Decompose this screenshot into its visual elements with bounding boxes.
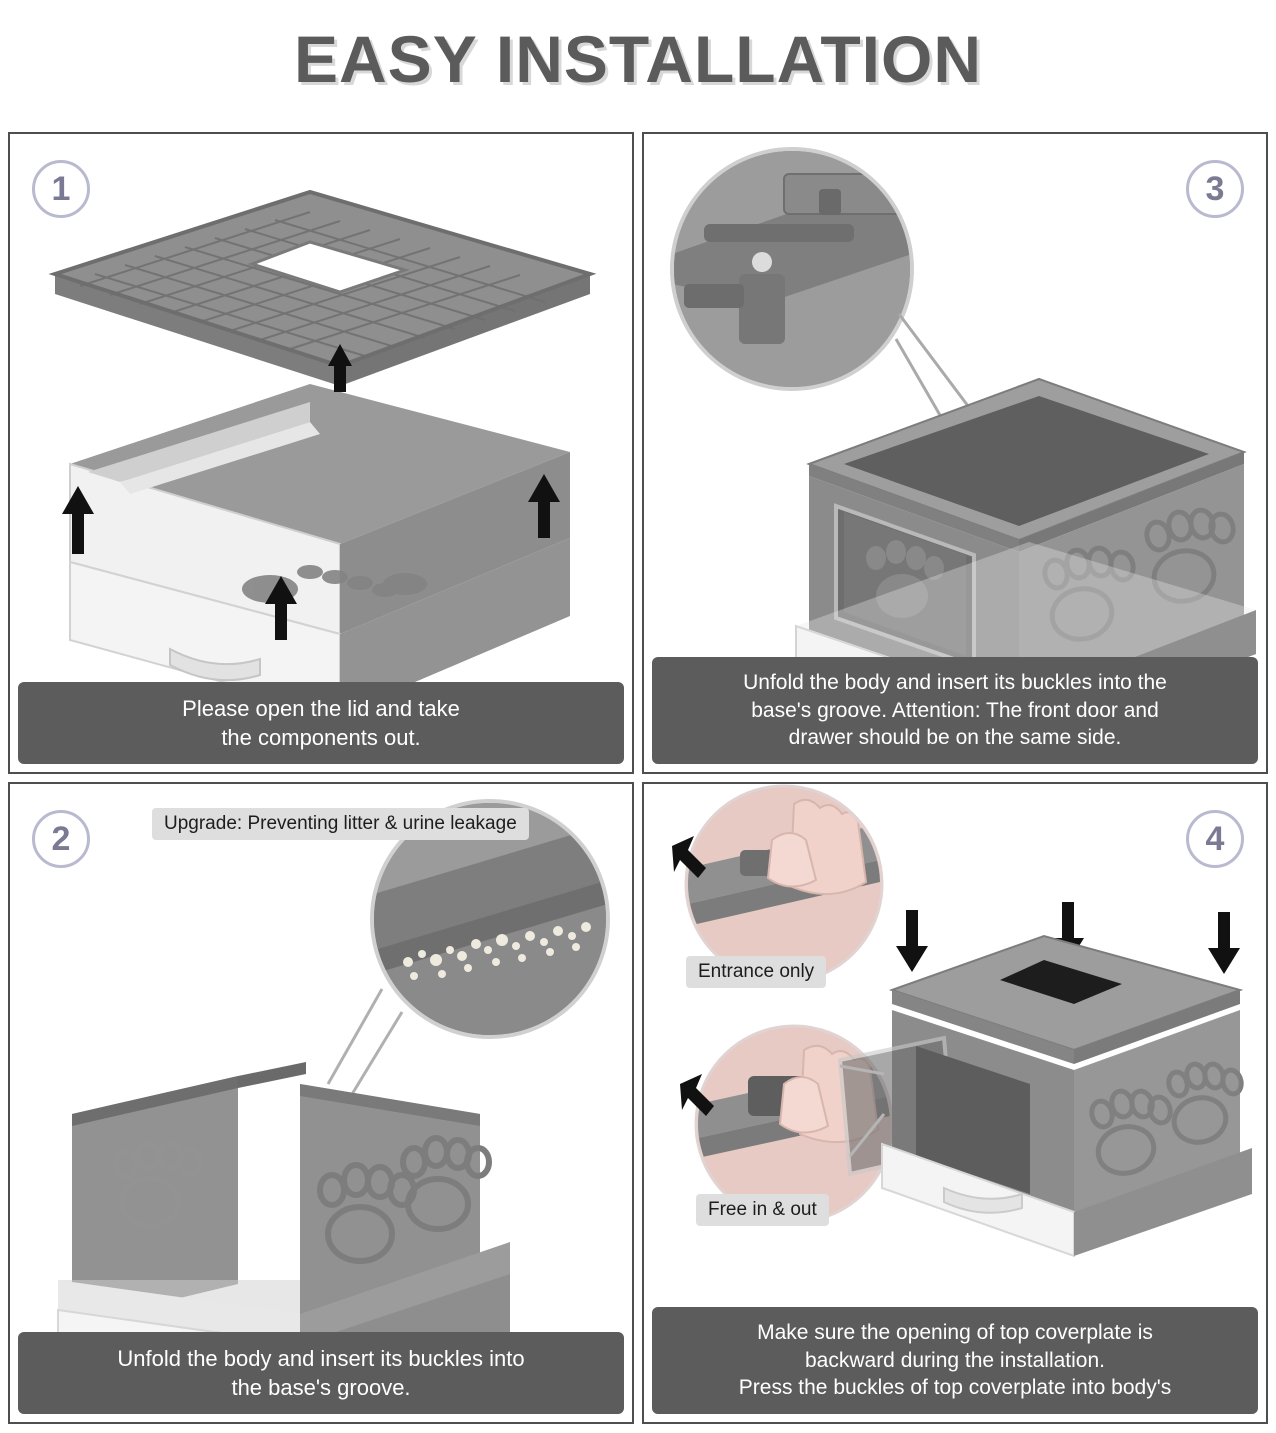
step-number-1: 1 [32, 160, 90, 218]
caption-step-2 [18, 1332, 624, 1414]
illustration-step-2 [10, 784, 632, 1422]
caption-line: backward during the installation. [804, 1348, 1105, 1372]
entrance-only-tag: Entrance only [686, 956, 826, 988]
free-in-out-tag: Free in & out [696, 1194, 829, 1226]
panel-step-3 [642, 132, 1268, 774]
step-number-2: 2 [32, 810, 90, 868]
caption-line: base's groove. Attention: The front door and [751, 698, 1159, 722]
caption-step-3 [652, 657, 1258, 764]
panel-step-4 [642, 782, 1268, 1424]
page-title-text: EASY INSTALLATION [293, 22, 983, 96]
caption-line: Make sure the opening of top coverplate is [757, 1320, 1153, 1344]
caption-step-4 [652, 1307, 1258, 1414]
caption-line: the components out. [221, 724, 421, 750]
panel-step-2 [8, 782, 634, 1424]
caption-line: the base's groove. [231, 1374, 411, 1400]
caption-line: Unfold the body and insert its buckles into the [743, 670, 1167, 694]
caption-line: drawer should be on the same side. [788, 726, 1122, 750]
step-number-4: 4 [1186, 810, 1244, 868]
step-number-3: 3 [1186, 160, 1244, 218]
upgrade-tag: Upgrade: Preventing litter & urine leakage [152, 808, 529, 840]
caption-line: Press the buckles of top coverplate into body's [738, 1376, 1172, 1400]
caption-line: Please open the lid and take [182, 695, 460, 721]
caption-step-1 [18, 682, 624, 764]
steps-grid [8, 132, 1268, 1424]
page-title [0, 0, 1276, 118]
caption-line: Unfold the body and insert its buckles into [117, 1345, 525, 1371]
illustration-step-1 [10, 134, 632, 772]
panel-step-1 [8, 132, 634, 774]
